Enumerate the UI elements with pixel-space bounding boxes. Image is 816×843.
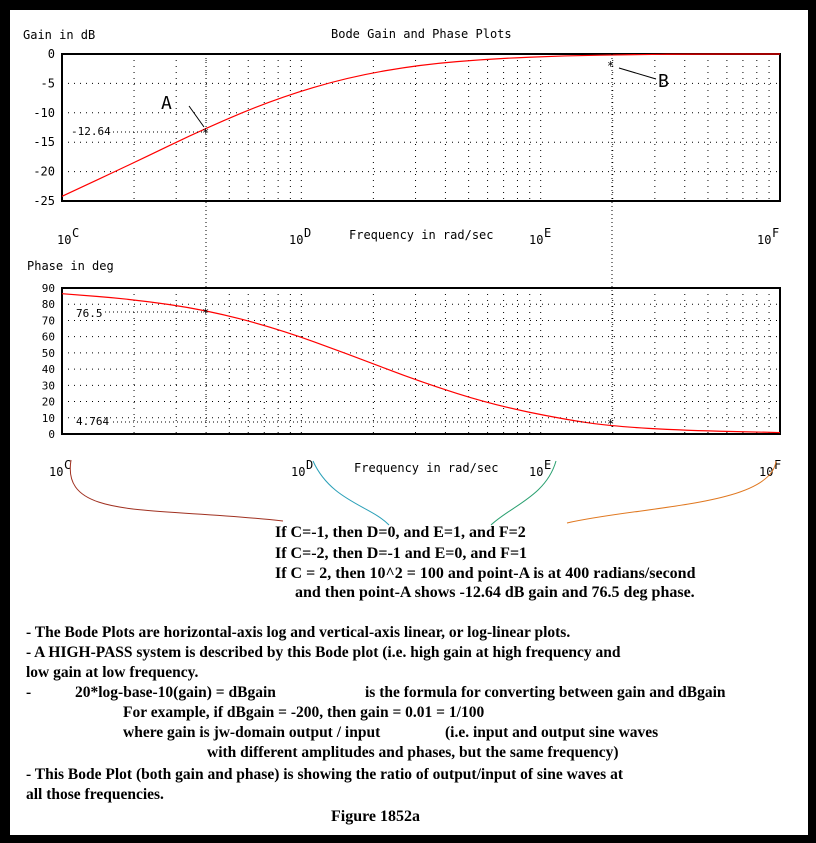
note-4-desc: is the formula for converting between gain and dBgain [365, 684, 726, 701]
note-4-dash: - [26, 684, 32, 701]
y-tick-label: 90 [41, 282, 55, 295]
x-tick-exponent: C [64, 458, 72, 472]
y-tick-label: 70 [41, 314, 55, 328]
point-b-leader [619, 68, 656, 79]
note-6a: where gain is jw-domain output / input [123, 724, 381, 741]
note-2: - A HIGH-PASS system is described by this Bode plot (i.e. high gain at high frequency and [26, 644, 621, 661]
y-tick-label: 40 [41, 363, 55, 377]
point-a-marker-phase: * [202, 306, 210, 320]
x-tick-exponent: E [544, 458, 552, 472]
phase-grid [62, 288, 780, 434]
x-tick-exponent: C [72, 226, 80, 240]
y-tick-label: 10 [41, 411, 55, 425]
x-tick-label: 10 [49, 465, 64, 479]
note-7: with different amplitudes and phases, but the same frequency) [207, 744, 619, 761]
chart-title: Bode Gain and Phase Plots [331, 27, 512, 41]
note-6b: (i.e. input and output sine waves [445, 724, 659, 741]
y-tick-label: 30 [41, 379, 55, 393]
gain-grid [62, 54, 780, 201]
x-tick-label: 10 [529, 465, 544, 479]
point-a-leader [189, 106, 204, 127]
x-tick-exponent: F [774, 458, 782, 472]
x-tick-exponent: D [304, 226, 312, 240]
point-a-marker-gain: * [202, 126, 210, 140]
gain-plot-area [62, 54, 780, 201]
gain-y-ticks [33, 47, 55, 208]
point-b-label: B [658, 71, 669, 92]
x-tick-label: 10 [57, 233, 72, 247]
x-tick-label: 10 [291, 465, 306, 479]
annotation-line-1: If C=-1, then D=0, and E=1, and F=2 [275, 524, 526, 541]
point-b-marker-gain: * [607, 59, 615, 73]
phase-y-ticks [42, 282, 55, 441]
y-tick-label: 0 [48, 428, 55, 441]
phase-point-b-value: 4.764 [76, 415, 110, 428]
x-tick-label: 10 [757, 233, 772, 247]
note-5: For example, if dBgain = -200, then gain = 0.01 = 1/100 [123, 704, 485, 721]
y-tick-label: -10 [33, 105, 55, 120]
point-b-marker-phase: * [607, 417, 615, 431]
phase-plot-area [62, 288, 780, 434]
x-tick-exponent: E [544, 226, 552, 240]
y-tick-label: -25 [33, 194, 55, 208]
annotation-line-2: If C=-2, then D=-1 and E=0, and F=1 [275, 545, 528, 562]
phase-x-label: Frequency in rad/sec [354, 461, 499, 475]
phase-curve [62, 294, 780, 433]
y-tick-label: 60 [41, 330, 55, 344]
figure-caption: Figure 1852a [331, 808, 421, 825]
gain-curve [62, 54, 780, 196]
x-tick-exponent: D [306, 458, 314, 472]
annotation-line-3: If C = 2, then 10^2 = 100 and point-A is at 400 radians/second [275, 565, 696, 582]
gain-point-a-value: -12.64 [71, 125, 111, 138]
link-f [567, 461, 776, 523]
note-8: - This Bode Plot (both gain and phase) is showing the ratio of output/input of sine waves at [26, 766, 623, 783]
y-tick-label: 50 [41, 346, 55, 360]
y-tick-label: -20 [33, 164, 55, 179]
x-tick-exponent: F [772, 226, 780, 240]
note-9: all those frequencies. [26, 786, 164, 803]
figure-frame [10, 10, 808, 835]
point-a-label: A [161, 93, 172, 114]
y-tick-label: -15 [33, 135, 55, 150]
note-3: low gain at low frequency. [26, 664, 199, 681]
gain-y-label: Gain in dB [23, 28, 96, 42]
y-tick-label: -5 [40, 76, 55, 91]
y-tick-label: 20 [41, 395, 55, 409]
phase-y-label: Phase in deg [27, 259, 114, 273]
phase-point-a-value: 76.5 [76, 307, 103, 320]
link-c [70, 460, 283, 521]
x-tick-label: 10 [529, 233, 544, 247]
x-tick-label: 10 [759, 465, 774, 479]
y-tick-label: 0 [47, 47, 55, 61]
note-4-formula: 20*log-base-10(gain) = dBgain [75, 684, 276, 701]
note-1: - The Bode Plots are horizontal-axis log and vertical-axis linear, or log-linear plots. [26, 624, 571, 641]
gain-x-label: Frequency in rad/sec [349, 228, 494, 242]
annotation-line-4: and then point-A shows -12.64 dB gain and 76.5 deg phase. [295, 584, 695, 601]
x-tick-label: 10 [289, 233, 304, 247]
y-tick-label: 80 [41, 298, 55, 312]
